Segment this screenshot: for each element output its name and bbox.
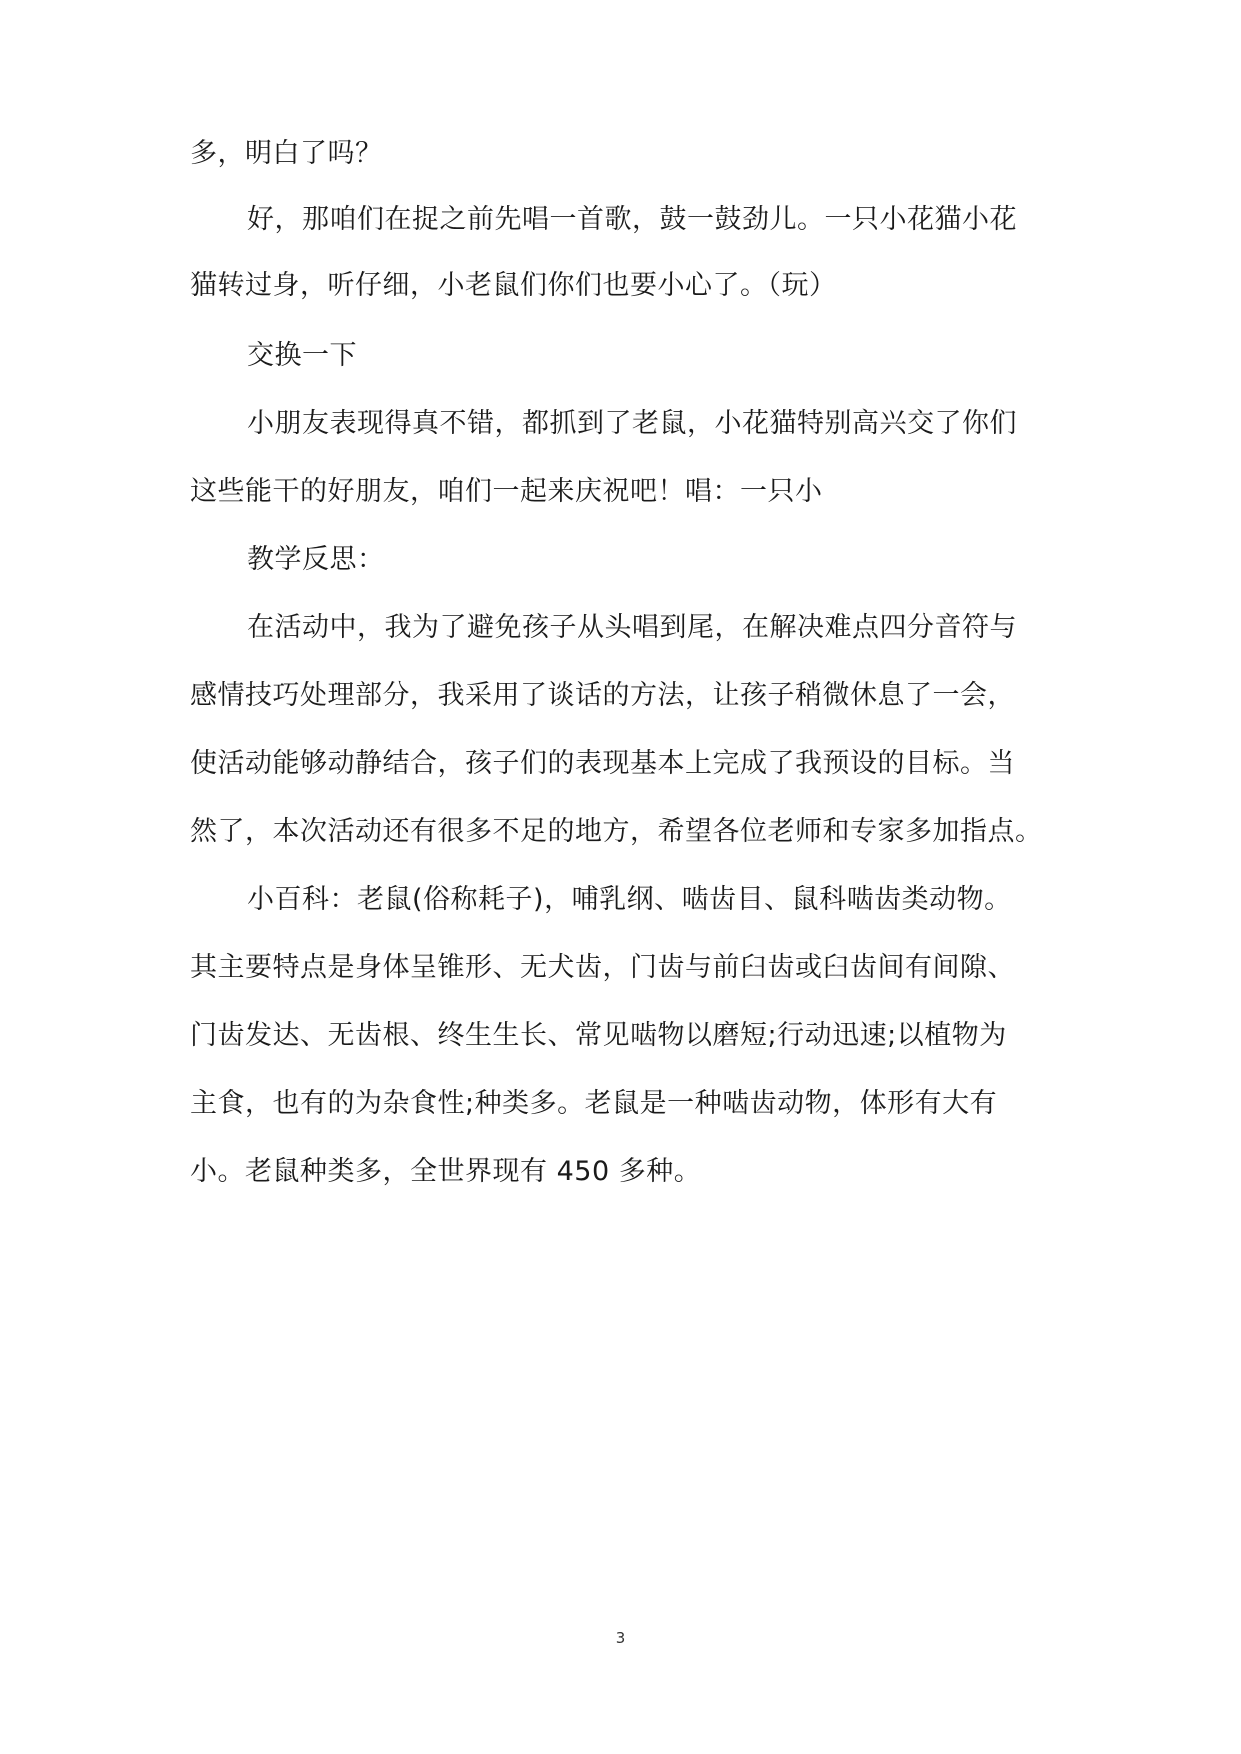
section-heading: 教学反思： — [247, 544, 385, 575]
page-number: 3 — [615, 1629, 626, 1647]
paragraph-start-line: 交换一下 — [247, 340, 357, 371]
text-line: 主食，也有的为杂食性;种类多。老鼠是一种啮齿动物，体形有大有 — [190, 1088, 998, 1119]
text-line: 然了，本次活动还有很多不足的地方，希望各位老师和专家多加指点。 — [190, 816, 1043, 847]
text-line: 其主要特点是身体呈锥形、无犬齿，门齿与前臼齿或臼齿间有间隙、 — [190, 952, 1015, 983]
text-line: 门齿发达、无齿根、终生生长、常见啮物以磨短;行动迅速;以植物为 — [190, 1020, 1007, 1051]
paragraph-start-line: 小百科：老鼠(俗称耗子)，哺乳纲、啮齿目、鼠科啮齿类动物。 — [247, 884, 1012, 915]
text-line: 小。老鼠种类多，全世界现有 450 多种。 — [190, 1156, 702, 1187]
paragraph-start-line: 小朋友表现得真不错，都抓到了老鼠，小花猫特别高兴交了你们 — [247, 408, 1017, 439]
text-line: 这些能干的好朋友，咱们一起来庆祝吧！唱：一只小 — [190, 476, 823, 507]
text-line: 感情技巧处理部分，我采用了谈话的方法，让孩子稍微休息了一会， — [190, 680, 1015, 711]
paragraph-start-line: 在活动中，我为了避免孩子从头唱到尾，在解决难点四分音符与 — [247, 612, 1017, 643]
text-line: 猫转过身，听仔细，小老鼠们你们也要小心了。（玩） — [190, 270, 837, 301]
text-line: 使活动能够动静结合，孩子们的表现基本上完成了我预设的目标。当 — [190, 748, 1015, 779]
paragraph-start-line: 好，那咱们在捉之前先唱一首歌，鼓一鼓劲儿。一只小花猫小花 — [247, 204, 1017, 235]
text-line: 多，明白了吗？ — [190, 138, 383, 169]
